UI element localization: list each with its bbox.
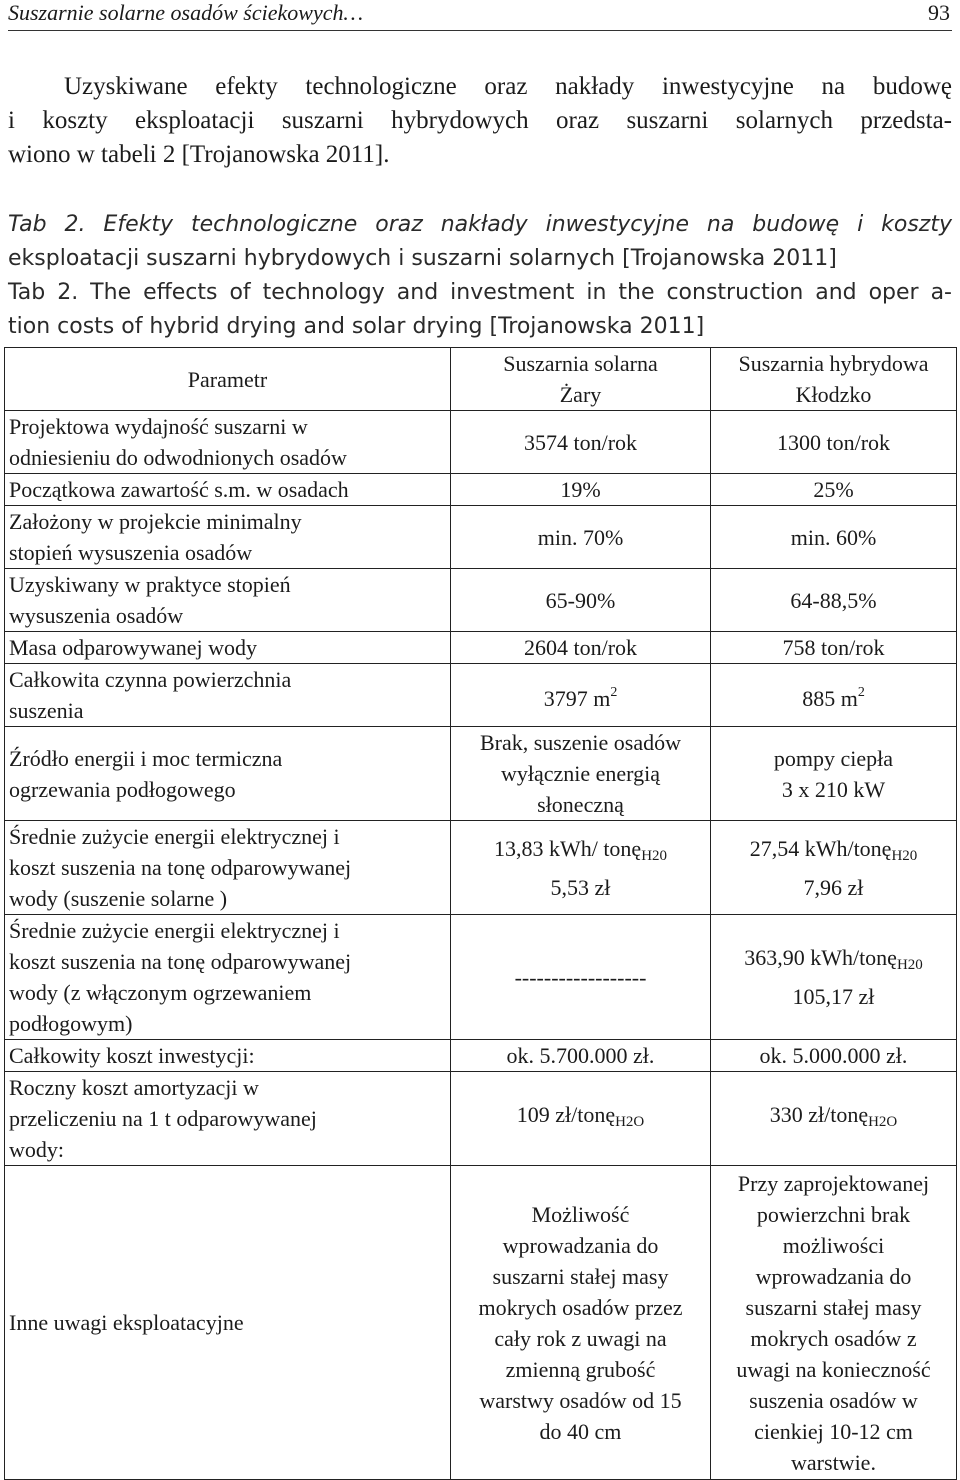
cell-text: słoneczną <box>537 792 624 817</box>
cell-text: 1300 ton/rok <box>776 429 891 455</box>
cell-text: 109 zł/tonę <box>516 1102 616 1127</box>
hybrid-value-cell <box>711 1072 957 1166</box>
table-row <box>5 727 957 821</box>
cell-text: przeliczeniu na 1 t odparowywanej <box>9 1106 317 1131</box>
cell-text: podłogowym) <box>9 1011 133 1036</box>
cell-text: uwagi na konieczność <box>736 1356 931 1382</box>
cell-text: 65-90% <box>545 587 616 613</box>
cell-text: wprowadzania do <box>502 1232 659 1258</box>
table-caption-polish <box>8 208 952 276</box>
header-cell-parameter <box>5 348 451 411</box>
cell-superscript: 2 <box>857 684 865 700</box>
caption-line: Tab 2. The effects of technology and investment in the construction and oper a- <box>8 280 952 305</box>
table-row <box>5 411 957 474</box>
solar-value-cell <box>451 1040 711 1072</box>
cell-text: suszenia <box>9 698 84 723</box>
table-row <box>5 569 957 632</box>
cell-text: cienkiej 10-12 cm <box>754 1418 913 1444</box>
table-row <box>5 1166 957 1480</box>
cell-text: suszarni stałej masy <box>492 1263 669 1289</box>
solar-value-cell <box>451 821 711 915</box>
cell-superscript: 2 <box>610 684 618 700</box>
page-number: 93 <box>928 0 950 25</box>
cell-text: warstwie. <box>791 1449 876 1475</box>
cell-text: wody (suszenie solarne ) <box>9 886 228 911</box>
cell-text: min. 60% <box>790 524 877 550</box>
header-label: Suszarnia hybrydowa <box>738 351 929 376</box>
cell-text: 3574 ton/rok <box>523 429 638 455</box>
cell-subscript: H20 <box>891 847 918 864</box>
cell-text: ogrzewania podłogowego <box>9 776 236 802</box>
hybrid-value-cell <box>711 821 957 915</box>
cell-text: 7,96 zł <box>803 874 864 900</box>
intro-paragraph <box>8 70 952 172</box>
cell-text: 3 x 210 kW <box>781 776 886 802</box>
parameter-cell <box>5 411 451 474</box>
table-row <box>5 1072 957 1166</box>
cell-text: 758 ton/rok <box>782 635 885 660</box>
hybrid-value-cell <box>711 569 957 632</box>
cell-text: Projektowa wydajność suszarni w <box>9 414 308 439</box>
solar-value-cell <box>451 569 711 632</box>
header-cell-hybrid <box>711 348 957 411</box>
header-cell-solar <box>451 348 711 411</box>
cell-subscript: H2O <box>615 1114 645 1130</box>
cell-text: wysuszenia osadów <box>9 603 184 628</box>
cell-text: koszt suszenia na tonę odparowywanej <box>9 855 352 880</box>
solar-value-cell <box>451 411 711 474</box>
table-row <box>5 664 957 727</box>
cell-text: Przy zaprojektowanej <box>737 1170 930 1196</box>
cell-text: ------------------ <box>514 964 647 990</box>
solar-value-cell <box>451 664 711 727</box>
cell-text: Średnie zużycie energii elektrycznej i <box>9 918 340 943</box>
cell-text: wody: <box>9 1137 64 1162</box>
intro-line: i koszty eksploatacji suszarni hybrydowych oraz suszarni solarnych przedsta- <box>8 107 952 134</box>
cell-text: 885 m <box>802 685 858 711</box>
hybrid-value-cell <box>711 632 957 664</box>
header-label: Parametr <box>187 366 268 392</box>
cell-text: Początkowa zawartość s.m. w osadach <box>9 477 349 502</box>
cell-text: powierzchni brak <box>756 1201 911 1227</box>
hybrid-value-cell <box>711 411 957 474</box>
header-label: Kłodzko <box>795 382 872 407</box>
table-caption-english <box>8 276 952 344</box>
cell-subscript: H20 <box>896 957 923 973</box>
hybrid-value-cell <box>711 506 957 569</box>
hybrid-value-cell <box>711 1040 957 1072</box>
table-row <box>5 506 957 569</box>
cell-text: stopień wysuszenia osadów <box>9 540 253 565</box>
table-header-row <box>5 348 957 411</box>
solar-value-cell <box>451 1166 711 1480</box>
cell-text: 363,90 kWh/tonę <box>744 945 897 970</box>
solar-value-cell <box>451 632 711 664</box>
parameter-cell <box>5 821 451 915</box>
cell-text: suszarni stałej masy <box>745 1294 922 1320</box>
caption-line: Tab 2. Efekty technologiczne oraz nakłady inwestycyjne na budowę i koszty <box>8 212 952 237</box>
cell-text: odniesieniu do odwodnionych osadów <box>9 445 347 470</box>
cell-text: suszenia osadów w <box>749 1387 918 1413</box>
solar-value-cell <box>451 727 711 821</box>
table-row <box>5 474 957 506</box>
cell-text: 13,83 kWh/ tonę <box>493 835 642 861</box>
table-row <box>5 1040 957 1072</box>
cell-subscript: H2O <box>868 1114 898 1130</box>
cell-text: zmienną grubość <box>505 1356 656 1382</box>
cell-text: cały rok z uwagi na <box>494 1325 667 1351</box>
cell-subscript: H20 <box>641 847 668 864</box>
cell-text: Średnie zużycie energii elektrycznej i <box>9 824 340 849</box>
parameter-cell <box>5 727 451 821</box>
cell-text: 330 zł/tonę <box>769 1102 869 1127</box>
running-header-title: Suszarnie solarne osadów ściekowych… <box>8 0 364 25</box>
solar-value-cell <box>451 474 711 506</box>
cell-text: Możliwość <box>531 1201 630 1227</box>
table-row <box>5 632 957 664</box>
cell-text: 25% <box>813 477 854 502</box>
cell-text: 3797 m <box>543 685 611 711</box>
hybrid-value-cell <box>711 727 957 821</box>
cell-text: wody (z włączonym ogrzewaniem <box>9 980 312 1005</box>
solar-value-cell <box>451 506 711 569</box>
parameter-cell <box>5 569 451 632</box>
cell-text: 105,17 zł <box>792 984 875 1009</box>
cell-text: 5,53 zł <box>550 874 611 900</box>
solar-value-cell <box>451 1072 711 1166</box>
cell-text: Masa odparowywanej wody <box>9 635 258 660</box>
hybrid-value-cell <box>711 915 957 1040</box>
table-row <box>5 821 957 915</box>
cell-text: 19% <box>560 477 601 502</box>
caption-line: tion costs of hybrid drying and solar drying [Trojanowska 2011] <box>8 314 705 339</box>
intro-line: Uzyskiwane efekty technologiczne oraz nakłady inwestycyjne na budowę <box>64 73 952 100</box>
cell-text: wprowadzania do <box>755 1263 912 1289</box>
parameter-cell <box>5 664 451 727</box>
parameter-cell <box>5 506 451 569</box>
cell-text: 64-88,5% <box>790 587 877 613</box>
cell-text: pompy ciepła <box>773 745 894 771</box>
cell-text: koszt suszenia na tonę odparowywanej <box>9 949 352 974</box>
cell-text: ok. 5.000.000 zł. <box>759 1043 908 1068</box>
cell-text: Roczny koszt amortyzacji w <box>9 1075 259 1100</box>
cell-text: Założony w projekcie minimalny <box>9 509 302 534</box>
parameter-cell <box>5 1072 451 1166</box>
hybrid-value-cell <box>711 664 957 727</box>
cell-text: możliwości <box>782 1232 885 1258</box>
cell-text: mokrych osadów przez <box>478 1294 683 1320</box>
hybrid-value-cell <box>711 474 957 506</box>
header-label: Suszarnia solarna <box>503 351 658 376</box>
cell-text: wyłącznie energią <box>500 761 660 786</box>
cell-text: 27,54 kWh/tonę <box>749 835 892 861</box>
caption-line: eksploatacji suszarni hybrydowych i suszarni solarnych [Trojanowska 2011] <box>8 246 837 271</box>
cell-text: Całkowity koszt inwestycji: <box>9 1043 255 1068</box>
parameter-cell <box>5 1040 451 1072</box>
cell-text: min. 70% <box>537 524 624 550</box>
running-header <box>8 0 952 31</box>
parameter-cell <box>5 1166 451 1480</box>
cell-text: Całkowita czynna powierzchnia <box>9 667 292 692</box>
parameter-cell <box>5 915 451 1040</box>
cell-text: Źródło energii i moc termiczna <box>9 745 283 771</box>
solar-value-cell <box>451 915 711 1040</box>
parameter-cell <box>5 474 451 506</box>
intro-line: wiono w tabeli 2 [Trojanowska 2011]. <box>8 141 390 168</box>
cell-text: mokrych osadów z <box>750 1325 917 1351</box>
cell-text: warstwy osadów od 15 <box>479 1387 682 1413</box>
table-row <box>5 915 957 1040</box>
cell-text: Inne uwagi eksploatacyjne <box>9 1310 244 1335</box>
cell-text: do 40 cm <box>539 1418 622 1444</box>
parameter-cell <box>5 632 451 664</box>
cell-text: ok. 5.700.000 zł. <box>506 1043 655 1068</box>
parameters-table <box>4 347 957 1480</box>
header-label: Żary <box>559 382 602 407</box>
cell-text: 2604 ton/rok <box>523 635 638 660</box>
cell-text: Uzyskiwany w praktyce stopień <box>9 572 291 597</box>
hybrid-value-cell <box>711 1166 957 1480</box>
cell-text: Brak, suszenie osadów <box>479 730 681 755</box>
